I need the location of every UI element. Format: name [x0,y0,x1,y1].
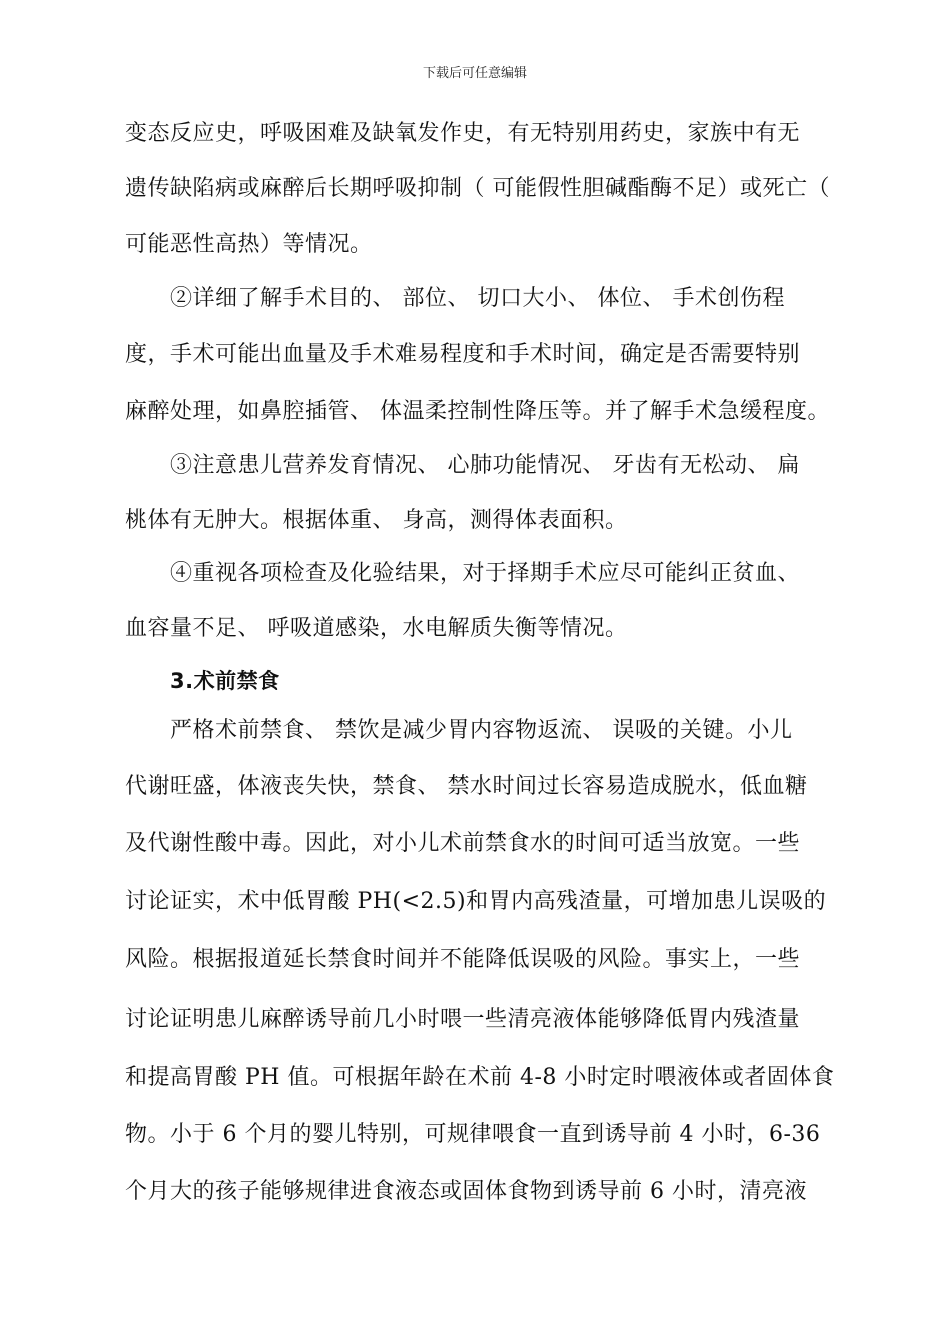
paragraph-line: 及代谢性酸中毒。因此，对小儿术前禁食水的时间可适当放宽。一些 [125,831,801,856]
page-header: 下载后可任意编辑 [422,66,527,81]
section-heading: 3.术前禁食 [170,669,280,693]
paragraph-line: 和提高胃酸 PH 值。可根据年龄在术前 4-8 小时定时喂液体或者固体食 [125,1065,835,1090]
paragraph-line: 度，手术可能出血量及手术难易程度和手术时间，确定是否需要特别 [125,342,801,367]
paragraph-line: 个月大的孩子能够规律进食液态或固体食物到诱导前 6 小时，清亮液 [125,1179,807,1204]
paragraph-line: 代谢旺盛，体液丧失快，禁食、 禁水时间过长容易造成脱水，低血糖 [125,774,808,799]
paragraph-line: 麻醉处理，如鼻腔插管、 体温柔控制性降压等。并了解手术急缓程度。 [125,399,830,424]
paragraph-line: 变态反应史，呼吸困难及缺氧发作史，有无特别用药史，家族中有无 [125,121,801,146]
paragraph-line: ③注意患儿营养发育情况、 心肺功能情况、 牙齿有无松动、 扁 [170,453,800,478]
paragraph-line: ④重视各项检查及化验结果，对于择期手术应尽可能纠正贫血、 [170,561,801,586]
paragraph-line: 严格术前禁食、 禁饮是减少胃内容物返流、 误吸的关键。小儿 [170,718,793,743]
paragraph-line: 遗传缺陷病或麻醉后长期呼吸抑制（ 可能假性胆碱酯酶不足）或死亡（ [125,176,830,201]
paragraph-line: 物。小于 6 个月的婴儿特别，可规律喂食一直到诱导前 4 小时，6-36 [125,1122,821,1147]
paragraph-line: 可能恶性高热）等情况。 [125,232,373,257]
paragraph-line: ②详细了解手术目的、 部位、 切口大小、 体位、 手术创伤程 [170,286,785,311]
paragraph-line: 讨论证实，术中低胃酸 PH(<2.5)和胃内高残渣量，可增加患儿误吸的 [125,889,827,914]
paragraph-line: 桃体有无肿大。根据体重、 身高，测得体表面积。 [125,508,628,533]
paragraph-line: 风险。根据报道延长禁食时间并不能降低误吸的风险。事实上，一些 [125,947,801,972]
paragraph-line: 讨论证明患儿麻醉诱导前几小时喂一些清亮液体能够降低胃内残渣量 [125,1007,801,1032]
paragraph-line: 血容量不足、 呼吸道感染，水电解质失衡等情况。 [125,616,628,641]
